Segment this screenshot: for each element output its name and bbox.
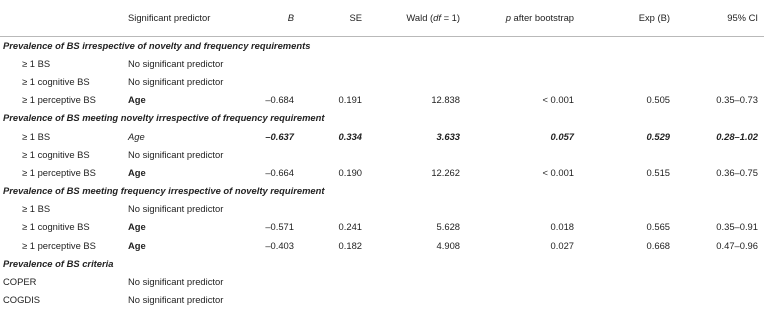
ci-cell: 0.35–0.73 <box>716 94 758 106</box>
ci-cell <box>676 54 764 72</box>
beta-cell <box>236 200 300 218</box>
wald-cell: 4.908 <box>436 239 460 251</box>
header-exp: Exp (B) <box>580 0 676 36</box>
table-row <box>0 218 764 236</box>
predictor-cell: No significant predictor <box>128 203 224 215</box>
header-predictor: Significant predictor <box>128 0 236 36</box>
section-heading-row <box>0 254 764 272</box>
row-label: COGDIS <box>3 294 40 306</box>
wald-cell <box>368 272 466 290</box>
se-cell <box>300 272 368 290</box>
table-row <box>0 127 764 145</box>
table-row <box>0 54 764 72</box>
ci-cell: 0.36–0.75 <box>716 166 758 178</box>
se-cell <box>300 54 368 72</box>
predictor-cell: No significant predictor <box>128 294 224 306</box>
table-row <box>0 272 764 290</box>
beta-cell <box>236 72 300 90</box>
row-label: ≥ 1 perceptive BS <box>22 239 96 251</box>
header-blank <box>0 0 128 36</box>
p-cell: 0.018 <box>550 221 574 233</box>
predictor-cell: Age <box>128 239 146 251</box>
header-wald-pre: Wald ( <box>406 12 434 24</box>
p-cell <box>466 145 580 163</box>
predictor-cell: Age <box>128 221 146 233</box>
wald-cell: 12.838 <box>431 94 460 106</box>
exp-cell: 0.529 <box>646 130 670 142</box>
table-row <box>0 236 764 254</box>
beta-cell: –0.571 <box>265 221 294 233</box>
section-title: Prevalence of BS irrespective of novelty and frequency requirements <box>3 39 311 51</box>
p-cell: 0.057 <box>550 130 574 142</box>
section-title: Prevalence of BS meeting frequency irrespective of novelty requirement <box>3 185 325 197</box>
section-heading-row <box>0 36 764 54</box>
se-cell <box>300 291 368 309</box>
exp-cell <box>580 72 676 90</box>
exp-cell: 0.668 <box>646 239 670 251</box>
header-ci: 95% CI <box>676 0 764 36</box>
exp-cell <box>580 145 676 163</box>
header-p-letter: p <box>505 12 511 24</box>
beta-cell <box>236 272 300 290</box>
row-label: ≥ 1 BS <box>22 130 51 142</box>
ci-cell <box>676 145 764 163</box>
beta-cell <box>236 145 300 163</box>
ci-cell <box>676 291 764 309</box>
header-wald <box>368 0 466 36</box>
header-p <box>466 0 580 36</box>
row-label: ≥ 1 perceptive BS <box>22 166 96 178</box>
predictor-cell: No significant predictor <box>128 276 224 288</box>
se-cell <box>300 72 368 90</box>
exp-cell <box>580 54 676 72</box>
se-cell: 0.182 <box>338 239 362 251</box>
table-row <box>0 163 764 181</box>
predictor-cell: Age <box>128 94 146 106</box>
ci-cell <box>676 272 764 290</box>
ci-cell <box>676 72 764 90</box>
row-label: ≥ 1 perceptive BS <box>22 94 96 106</box>
exp-cell <box>580 291 676 309</box>
wald-cell <box>368 54 466 72</box>
row-label: ≥ 1 BS <box>22 203 51 215</box>
ci-cell: 0.35–0.91 <box>716 221 758 233</box>
row-label: ≥ 1 cognitive BS <box>22 221 90 233</box>
beta-cell: –0.403 <box>265 239 294 251</box>
header-beta: B <box>236 0 300 36</box>
table-row <box>0 91 764 109</box>
section-heading-row <box>0 182 764 200</box>
se-cell: 0.241 <box>338 221 362 233</box>
p-cell <box>466 72 580 90</box>
se-cell: 0.334 <box>338 130 362 142</box>
p-cell: < 0.001 <box>542 94 574 106</box>
exp-cell: 0.515 <box>646 166 670 178</box>
header-row <box>0 0 764 36</box>
table-row <box>0 291 764 309</box>
p-cell: 0.027 <box>550 239 574 251</box>
predictor-cell: Age <box>128 130 145 142</box>
row-label: ≥ 1 cognitive BS <box>22 75 90 87</box>
table-row <box>0 72 764 90</box>
row-label: ≥ 1 cognitive BS <box>22 148 90 160</box>
exp-cell <box>580 272 676 290</box>
predictor-cell: Age <box>128 166 146 178</box>
section-heading-row <box>0 109 764 127</box>
beta-cell: –0.637 <box>265 130 294 142</box>
se-cell: 0.191 <box>338 94 362 106</box>
wald-cell: 5.628 <box>436 221 460 233</box>
wald-cell <box>368 145 466 163</box>
table-row <box>0 145 764 163</box>
p-cell <box>466 272 580 290</box>
beta-cell <box>236 291 300 309</box>
ci-cell: 0.47–0.96 <box>716 239 758 251</box>
beta-cell <box>236 54 300 72</box>
ci-cell <box>676 200 764 218</box>
wald-cell <box>368 72 466 90</box>
ci-cell: 0.28–1.02 <box>716 130 758 142</box>
wald-cell: 12.262 <box>431 166 460 178</box>
wald-cell <box>368 200 466 218</box>
row-label: COPER <box>3 276 37 288</box>
p-cell <box>466 54 580 72</box>
predictor-cell: No significant predictor <box>128 148 224 160</box>
se-cell: 0.190 <box>338 166 362 178</box>
wald-cell <box>368 291 466 309</box>
header-wald-post: = 1) <box>440 12 460 24</box>
section-title: Prevalence of BS criteria <box>3 257 114 269</box>
section-title: Prevalence of BS meeting novelty irrespective of frequency requirement <box>3 112 325 124</box>
table-row <box>0 200 764 218</box>
p-cell <box>466 200 580 218</box>
se-cell <box>300 200 368 218</box>
predictor-cell: No significant predictor <box>128 57 224 69</box>
row-label: ≥ 1 BS <box>22 57 51 69</box>
beta-cell: –0.664 <box>265 166 294 178</box>
p-cell: < 0.001 <box>542 166 574 178</box>
exp-cell: 0.565 <box>646 221 670 233</box>
table-body <box>0 36 764 309</box>
exp-cell <box>580 200 676 218</box>
header-wald-df: df <box>433 12 441 24</box>
beta-cell: –0.684 <box>265 94 294 106</box>
exp-cell: 0.505 <box>646 94 670 106</box>
header-se: SE <box>300 0 368 36</box>
wald-cell: 3.633 <box>436 130 460 142</box>
p-cell <box>466 291 580 309</box>
header-p-post: after bootstrap <box>510 12 574 24</box>
predictor-cell: No significant predictor <box>128 75 224 87</box>
se-cell <box>300 145 368 163</box>
